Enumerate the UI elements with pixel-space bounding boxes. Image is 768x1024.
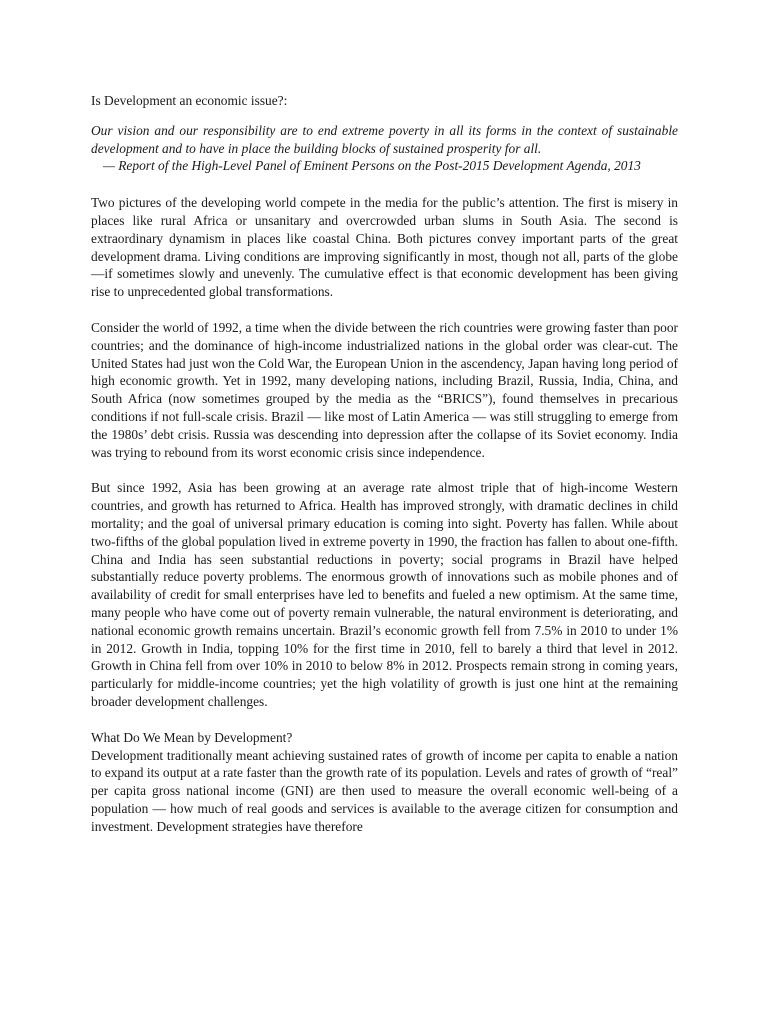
paragraph-world-1992: Consider the world of 1992, a time when the divide between the rich countries were growing faster than poor countries; and the dominance of high-income industrialized nations in the global order was clear-cut. The United States had just won the Cold War, the European Union in the ascendency, Japan having long period of high economic growth. Yet in 1992, many developing nations, including Brazil, Russia, India, China, and South Africa (now sometimes grouped by the media as the “BRICS”), found themselves in precarious conditions if not full-scale crisis. Brazil — like most of Latin America — was still struggling to emerge from the 1980s’ debt crisis. Russia was descending into depression after the collapse of its Soviet economy. India was trying to rebound from its worst economic crisis since independence. xyxy=(91,319,678,460)
section-paragraph: Development traditionally meant achieving sustained rates of growth of income per capita to enable a nation to expand its output at a rate faster than the growth rate of its population. Levels and rates of growth of “real” per capita gross national income (GNI) are then used to measure the overall economic well-being of a population — how much of real goods and services is available to the average citizen for consumption and investment. Development strategies have therefore xyxy=(91,747,678,834)
epigraph-quote: Our vision and our responsibility are to end extreme poverty in all its forms in the context of sustainable development and to have in place the building blocks of sustained prosperity for all. xyxy=(91,122,678,156)
epigraph-attribution: — Report of the High-Level Panel of Eminent Persons on the Post-2015 Development Agenda, 2013 xyxy=(103,158,641,174)
paragraph-since-1992: But since 1992, Asia has been growing at an average rate almost triple that of high-income Western countries, and growth has returned to Africa. Health has improved strongly, with dramatic declines in child mortality; and the goal of universal primary education is coming into sight. Poverty has fallen. While about two-fifths of the global population lived in extreme poverty in 1990, the fraction has fallen to about one-fifth. China and India has seen substantial reductions in poverty; social programs in Brazil have helped substantially reduce poverty problems. The enormous growth of innovations such as mobile phones and of availability of credit for small enterprises have led to benefits and fueled a new optimism. At the same time, many people who have come out of poverty remain vulnerable, the natural environment is deteriorating, and national economic growth remains uncertain. Brazil’s economic growth fell from 7.5% in 2010 to under 1% in 2012. Growth in India, topping 10% for the first time in 2010, fell to barely a third that level in 2012. Growth in China fell from over 10% in 2010 to below 8% in 2012. Prospects remain strong in coming years, particularly for middle-income countries; yet the high volatility of growth is just one hint at the remaining broader development challenges. xyxy=(91,480,678,709)
document-title: Is Development an economic issue?: xyxy=(91,93,288,108)
document-page xyxy=(91,92,678,835)
section-heading: What Do We Mean by Development? xyxy=(91,729,293,745)
paragraph-two-pictures: Two pictures of the developing world compete in the media for the public’s attention. The first is misery in places like rural Africa or unsanitary and overcrowded urban slums in South Asia. The second is extraordinary dynamism in places like coastal China. Both pictures convey important parts of the great development drama. Living conditions are improving significantly in most, though not all, parts of the globe—if sometimes slowly and unevenly. The cumulative effect is that economic development has been giving rise to unprecedented global transformations. xyxy=(91,195,678,300)
